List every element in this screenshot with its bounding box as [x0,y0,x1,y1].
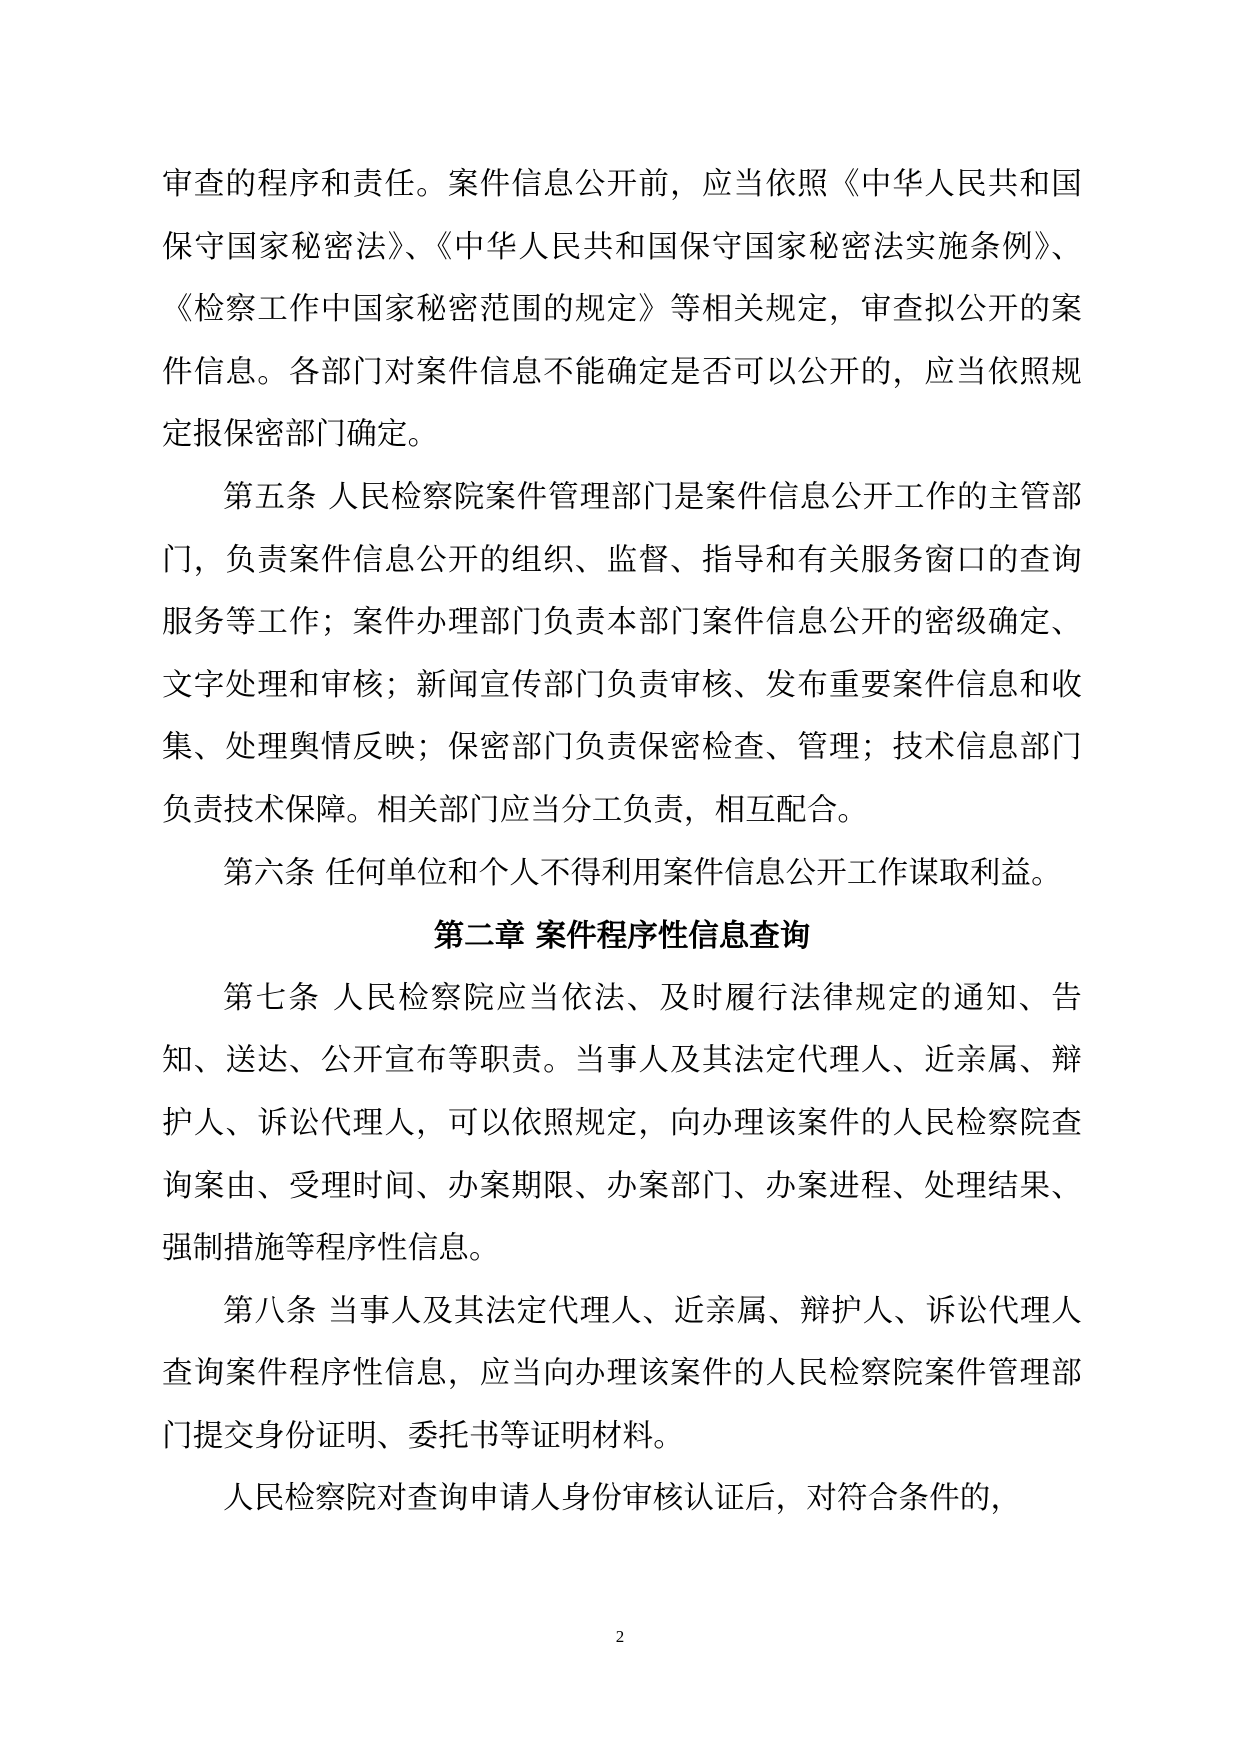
article-8-paragraph: 第八条 当事人及其法定代理人、近亲属、辩护人、诉讼代理人查询案件程序性信息，应当向办理该案件的人民检察院案件管理部门提交身份证明、委托书等证明材料。 [162,1293,1082,1454]
article-6-paragraph: 第六条 任何单位和个人不得利用案件信息公开工作谋取利益。 [223,855,1062,891]
document-body [162,154,1082,1531]
article-8-continued-paragraph: 人民检察院对查询申请人身份审核认证后，对符合条件的， [223,1481,1022,1517]
chapter-title: 第二章 案件程序性信息查询 [433,918,811,955]
paragraph-continued: 审查的程序和责任。案件信息公开前，应当依照《中华人民共和国保守国家秘密法》、《中华人民共和国保守国家秘密法实施条例》、《检察工作中国家秘密范围的规定》等相关规定，审查拟公开的案件信息。各部门对案件信息不能确定是否可以公开的，应当依照规定报保密部门确定。 [162,167,1082,453]
article-5-paragraph: 第五条 人民检察院案件管理部门是案件信息公开工作的主管部门，负责案件信息公开的组织、监督、指导和有关服务窗口的查询服务等工作；案件办理部门负责本部门案件信息公开的密级确定、文字处理和审核；新闻宣传部门负责审核、发布重要案件信息和收集、处理舆情反映；保密部门负责保密检查、管理；技术信息部门负责技术保障。相关部门应当分工负责，相互配合。 [162,479,1082,828]
article-7-paragraph: 第七条 人民检察院应当依法、及时履行法律规定的通知、告知、送达、公开宣布等职责。当事人及其法定代理人、近亲属、辩护人、诉讼代理人，可以依照规定，向办理该案件的人民检察院查询案由、受理时间、办案期限、办案部门、办案进程、处理结果、强制措施等程序性信息。 [162,980,1082,1267]
page-number: 2 [615,1627,625,1646]
